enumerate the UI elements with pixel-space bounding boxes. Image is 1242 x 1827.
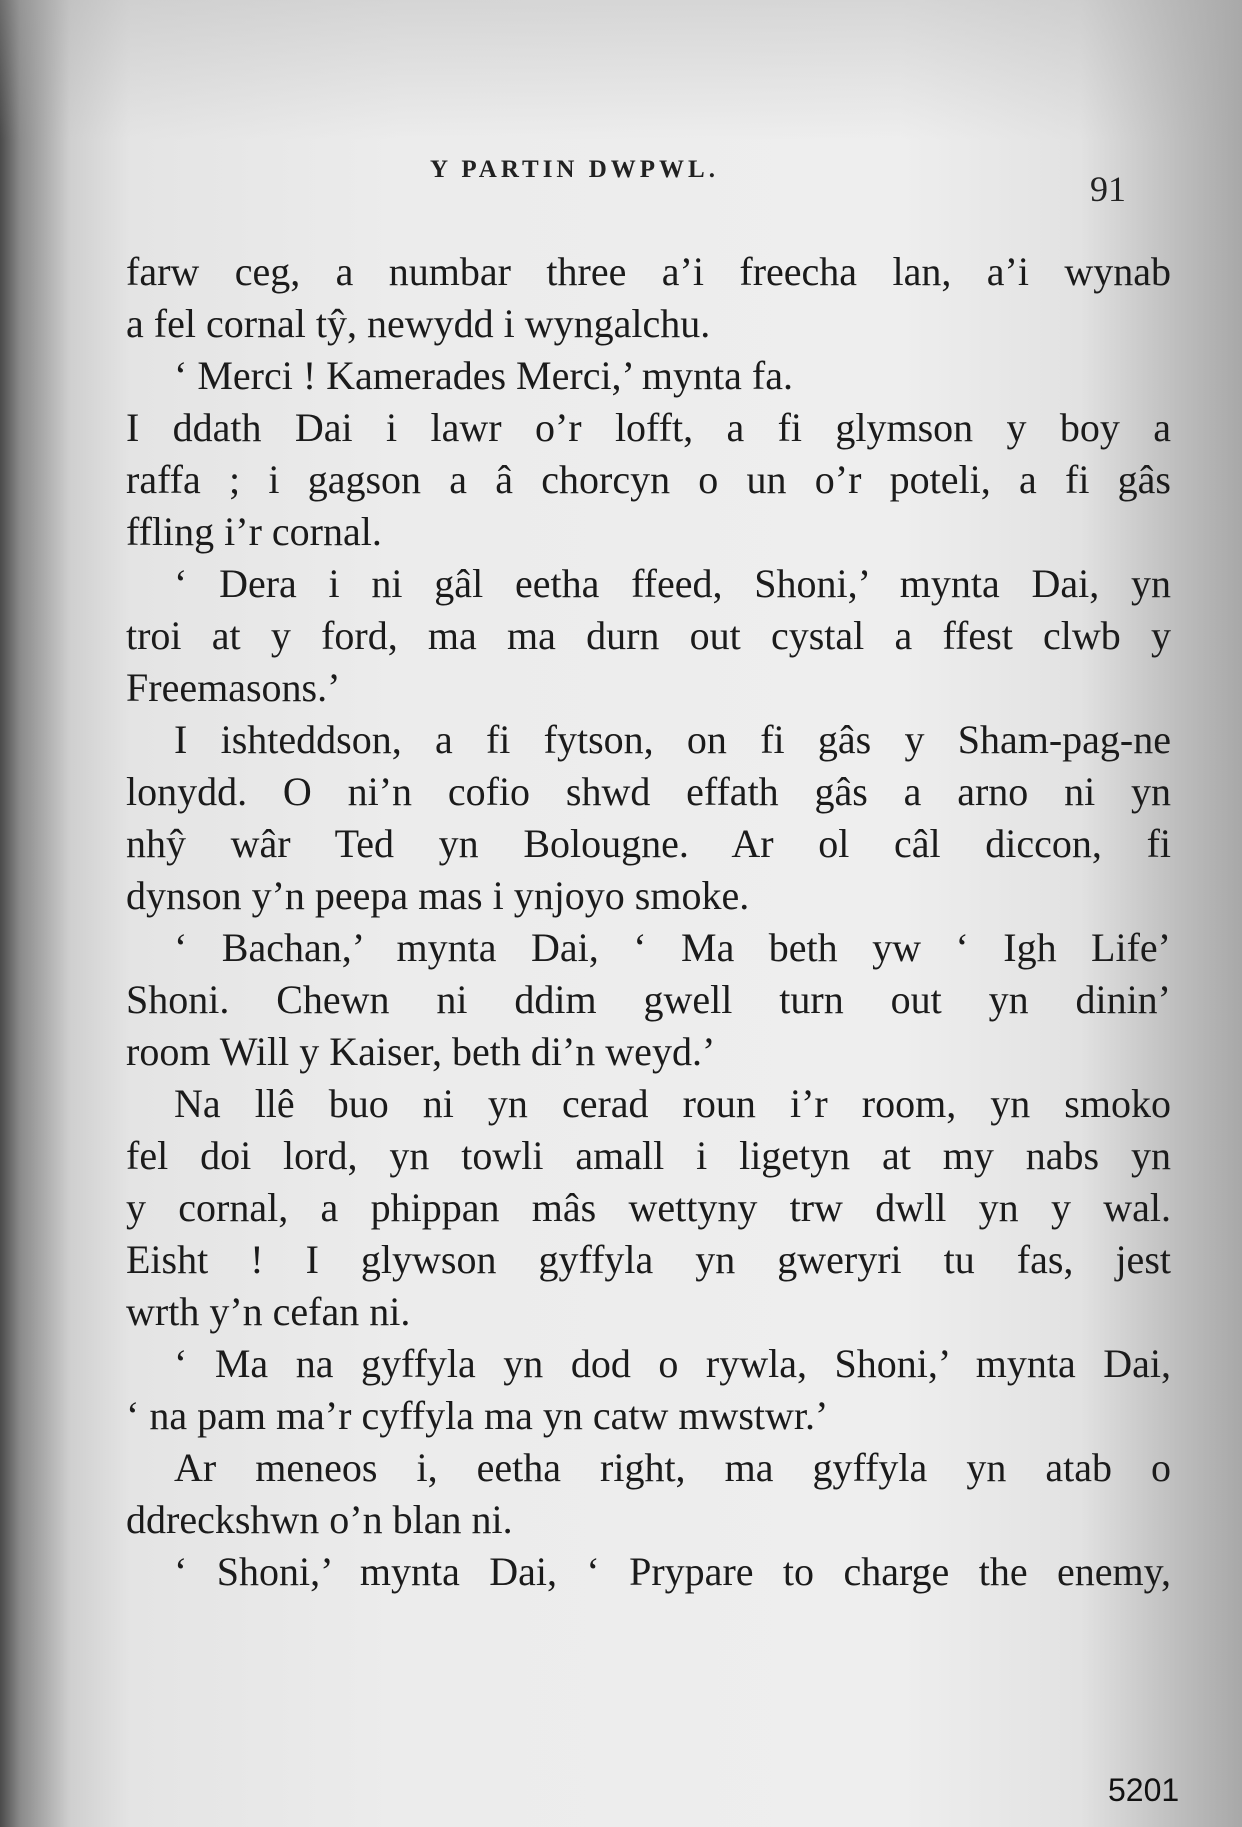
catalog-number: 5201 bbox=[1108, 1772, 1180, 1808]
text-line: ‘ Bachan,’ mynta Dai, ‘ Ma beth yw ‘ Igh Life’ bbox=[174, 925, 1171, 970]
text-line: lonydd. O ni’n cofio shwd effath gâs a arno ni yn bbox=[126, 769, 1171, 814]
text-line: raffa ; i gagson a â chorcyn o un o’r poteli, a fi gâs bbox=[126, 457, 1171, 502]
text-line: wrth y’n cefan ni. bbox=[126, 1289, 411, 1334]
text-line: troi at y ford, ma ma durn out cystal a ffest clwb y bbox=[126, 613, 1171, 658]
text-line: dynson y’n peepa mas i ynjoyo smoke. bbox=[126, 873, 750, 918]
text-line: Na llê buo ni yn cerad roun i’r room, yn smoko bbox=[174, 1081, 1171, 1126]
text-line: fel doi lord, yn towli amall i ligetyn at my nabs yn bbox=[126, 1133, 1171, 1178]
text-line: y cornal, a phippan mâs wettyny trw dwll yn y wal. bbox=[126, 1185, 1171, 1230]
running-head bbox=[0, 156, 1242, 209]
text-line: ‘ Shoni,’ mynta Dai, ‘ Prypare to charge the enemy, bbox=[174, 1549, 1171, 1594]
text-line: ‘ Dera i ni gâl eetha ffeed, Shoni,’ mynta Dai, yn bbox=[174, 561, 1171, 606]
text-line: Shoni. Chewn ni ddim gwell turn out yn dinin’ bbox=[126, 977, 1171, 1022]
text-line: ‘ Merci ! Kamerades Merci,’ mynta fa. bbox=[174, 353, 793, 398]
text-line: ddreckshwn o’n blan ni. bbox=[126, 1497, 513, 1542]
text-line: Freemasons.’ bbox=[126, 665, 341, 710]
text-line: I ddath Dai i lawr o’r lofft, a fi glymson y boy a bbox=[126, 405, 1171, 450]
text-line: farw ceg, a numbar three a’i freecha lan, a’i wynab bbox=[126, 249, 1171, 294]
text-line: room Will y Kaiser, beth di’n weyd.’ bbox=[126, 1029, 716, 1074]
running-head-title: Y PARTIN DWPWL. bbox=[430, 156, 719, 183]
text-line: nhŷ wâr Ted yn Bolougne. Ar ol câl diccon, fi bbox=[126, 821, 1171, 866]
text-line: ‘ Ma na gyffyla yn dod o rywla, Shoni,’ mynta Dai, bbox=[174, 1341, 1171, 1386]
text-line: a fel cornal tŷ, newydd i wyngalchu. bbox=[126, 301, 711, 346]
body-text bbox=[126, 242, 1171, 1742]
text-line: Eisht ! I glywson gyffyla yn gweryri tu fas, jest bbox=[126, 1237, 1171, 1282]
text-line: Ar meneos i, eetha right, ma gyffyla yn atab o bbox=[174, 1445, 1171, 1490]
text-line: I ishteddson, a fi fytson, on fi gâs y Sham-pag-ne bbox=[174, 717, 1171, 762]
page-shadow bbox=[0, 0, 1242, 140]
text-line: ‘ na pam ma’r cyffyla ma yn catw mwstwr.’ bbox=[126, 1393, 829, 1438]
page-number: 91 bbox=[1090, 169, 1126, 209]
text-line: ffling i’r cornal. bbox=[126, 509, 382, 554]
